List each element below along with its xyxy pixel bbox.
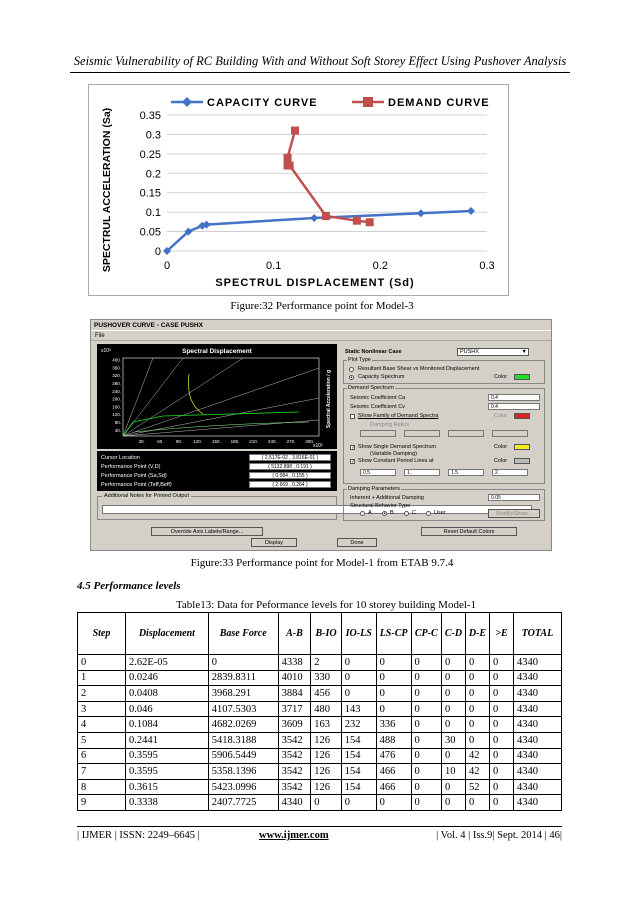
table-cell: 0 bbox=[376, 655, 411, 671]
override-axis-button[interactable]: Override Axis Labels/Range... bbox=[151, 527, 263, 536]
etabs-y-tick: 240. bbox=[112, 388, 121, 394]
table-cell: 0.3595 bbox=[125, 764, 208, 780]
demand-point bbox=[291, 127, 299, 135]
column-header: LS-CP bbox=[376, 613, 411, 655]
column-header: C-D bbox=[442, 613, 466, 655]
table-cell: 3884 bbox=[278, 686, 311, 702]
readout-label: Cursor Location bbox=[101, 455, 140, 461]
behavior-radio-user[interactable] bbox=[426, 511, 431, 516]
table-cell: 0 bbox=[411, 748, 442, 764]
readout-row bbox=[101, 454, 333, 462]
chart-xlabel: SPECTRUL DISPLACEMENT (Sd) bbox=[215, 277, 415, 289]
show-period-label: Show Constant Period Lines at bbox=[358, 458, 434, 464]
table-cell: 232 bbox=[341, 717, 376, 733]
table-cell: 466 bbox=[376, 779, 411, 795]
table-cell: 480 bbox=[311, 701, 342, 717]
notes-label: Additional Notes for Printed Output bbox=[104, 493, 189, 499]
notes-group bbox=[97, 493, 337, 520]
inherent-label: Inherent + Additional Damping bbox=[350, 495, 424, 501]
column-header: >E bbox=[489, 613, 513, 655]
readout-value: ( 2.669 , 0.264 ) bbox=[249, 481, 331, 488]
variable-damping-label: (Variable Damping) bbox=[370, 451, 417, 457]
table-cell: 330 bbox=[311, 670, 342, 686]
single-color-swatch[interactable] bbox=[514, 444, 530, 450]
menu-bar bbox=[91, 331, 551, 341]
table-cell: 42 bbox=[466, 764, 490, 780]
capacity-curve-2 bbox=[135, 422, 309, 432]
etabs-x-tick: 180. bbox=[230, 439, 240, 444]
static-case-label: Static Nonlinear Case bbox=[345, 349, 402, 355]
table-cell: 0 bbox=[489, 701, 513, 717]
table-cell: 30 bbox=[442, 732, 466, 748]
table-row bbox=[78, 670, 562, 686]
x-tick-label: 0.2 bbox=[372, 260, 388, 272]
table-cell: 5 bbox=[78, 732, 126, 748]
behavior-radio-c[interactable] bbox=[404, 511, 409, 516]
demand-spectrum-group bbox=[343, 385, 545, 484]
period-color-swatch[interactable] bbox=[514, 458, 530, 464]
table-cell: 4107.5303 bbox=[208, 701, 278, 717]
reset-colors-button[interactable]: Reset Default Colors bbox=[421, 527, 517, 536]
table-cell: 0.3595 bbox=[125, 748, 208, 764]
behavior-radio-a[interactable] bbox=[360, 511, 365, 516]
table-cell: 3542 bbox=[278, 764, 311, 780]
table-cell: 163 bbox=[311, 717, 342, 733]
table-cell: 0 bbox=[78, 655, 126, 671]
y-tick-label: 0.25 bbox=[139, 148, 161, 161]
table-cell: 4340 bbox=[513, 795, 561, 811]
period-input-1[interactable]: 0.5 bbox=[360, 469, 396, 476]
performance-levels-table bbox=[77, 612, 562, 811]
damping-params-group bbox=[343, 486, 545, 521]
table-cell: 4 bbox=[78, 717, 126, 733]
table-cell: 126 bbox=[311, 748, 342, 764]
y-tick-label: 0.35 bbox=[139, 110, 161, 122]
single-demand-curve bbox=[189, 374, 203, 414]
coef-cv-label: Seismic Coefficient Cv bbox=[350, 404, 405, 410]
display-button[interactable]: Display bbox=[251, 538, 297, 547]
table-cell: 0 bbox=[489, 795, 513, 811]
column-header: TOTAL bbox=[513, 613, 561, 655]
table-cell: 0.1084 bbox=[125, 717, 208, 733]
table-cell: 0.2441 bbox=[125, 732, 208, 748]
running-header: Seismic Vulnerability of RC Building With and Without Soft Storey Effect Using Pushover Analysis bbox=[73, 54, 567, 68]
inherent-input[interactable]: 0.05 bbox=[488, 494, 540, 501]
table-cell: 7 bbox=[78, 764, 126, 780]
period-input-3[interactable]: 1.5 bbox=[448, 469, 484, 476]
table-cell: 0.0408 bbox=[125, 686, 208, 702]
table-cell: 154 bbox=[341, 748, 376, 764]
table-cell: 2407.7725 bbox=[208, 795, 278, 811]
table-cell: 0 bbox=[376, 686, 411, 702]
table-cell: 0.3615 bbox=[125, 779, 208, 795]
menu-file[interactable]: File bbox=[95, 333, 105, 339]
x-tick-label: 0.1 bbox=[266, 260, 282, 272]
single-color-label: Color bbox=[494, 444, 508, 450]
table-cell: 0 bbox=[442, 655, 466, 671]
table-cell: 0 bbox=[411, 670, 442, 686]
y-tick-label: 0.05 bbox=[139, 226, 161, 239]
table-cell: 3609 bbox=[278, 717, 311, 733]
capacity-demand-chart bbox=[88, 84, 509, 296]
y-tick-label: 0.1 bbox=[145, 207, 161, 220]
table-cell: 0 bbox=[489, 748, 513, 764]
capacity-color-swatch[interactable] bbox=[514, 374, 530, 380]
period-line bbox=[123, 358, 183, 436]
table-cell: 9 bbox=[78, 795, 126, 811]
table-cell: 4010 bbox=[278, 670, 311, 686]
table-cell: 0 bbox=[466, 795, 490, 811]
legend-demand-marker bbox=[363, 97, 373, 107]
table-cell: 476 bbox=[376, 748, 411, 764]
table-cell: 126 bbox=[311, 779, 342, 795]
etabs-x-tick: 300. bbox=[305, 439, 315, 444]
table-cell: 52 bbox=[466, 779, 490, 795]
table-cell: 0 bbox=[411, 701, 442, 717]
readout-label: Performance Point (Teff,Beff) bbox=[101, 482, 172, 488]
table-row bbox=[78, 655, 562, 671]
table-cell: 0 bbox=[341, 686, 376, 702]
table-row bbox=[78, 717, 562, 733]
chart-svg bbox=[89, 85, 510, 297]
table-cell: 8 bbox=[78, 779, 126, 795]
table-cell: 4340 bbox=[513, 748, 561, 764]
table-cell: 0.046 bbox=[125, 701, 208, 717]
table-cell: 0 bbox=[489, 655, 513, 671]
table13-caption: Table13: Data for Peformance levels for 10 storey building Model-1 bbox=[175, 599, 477, 611]
table-cell: 0 bbox=[442, 779, 466, 795]
coef-ca-label: Seismic Coefficient Ca bbox=[350, 395, 406, 401]
y-tick-label: 0.2 bbox=[145, 168, 161, 181]
structural-behavior-label: Structural Behavior Type bbox=[350, 503, 411, 509]
column-header: CP-C bbox=[411, 613, 442, 655]
table-cell: 488 bbox=[376, 732, 411, 748]
period-input-2[interactable]: 1. bbox=[404, 469, 440, 476]
table-cell: 0 bbox=[466, 701, 490, 717]
table-cell: 0 bbox=[466, 732, 490, 748]
table-cell: 0 bbox=[411, 732, 442, 748]
table-row bbox=[78, 732, 562, 748]
readout-value: ( 5132.898 , 0.191 ) bbox=[249, 463, 331, 470]
family-color-label: Color bbox=[494, 413, 508, 419]
etabs-y-tick: 200. bbox=[112, 396, 121, 402]
table-cell: 5423.0996 bbox=[208, 779, 278, 795]
damping-ratio-4[interactable] bbox=[492, 430, 528, 437]
behavior-label-a: A bbox=[368, 510, 372, 516]
table-row bbox=[78, 764, 562, 780]
plot-frame bbox=[123, 358, 319, 436]
damping-ratio-2[interactable] bbox=[404, 430, 440, 437]
etabs-y-tick: 360. bbox=[112, 365, 121, 371]
plot-x-multiplier: x10³ bbox=[313, 443, 323, 449]
table-cell: 0 bbox=[466, 686, 490, 702]
etabs-x-tick: 30. bbox=[138, 439, 145, 444]
table-cell: 4338 bbox=[278, 655, 311, 671]
legend-demand-label: DEMAND CURVE bbox=[388, 97, 490, 109]
table-cell: 2.62E-05 bbox=[125, 655, 208, 671]
table-cell: 0 bbox=[442, 795, 466, 811]
readouts-panel bbox=[97, 451, 337, 491]
chevron-down-icon: ▼ bbox=[521, 349, 527, 355]
table-cell: 0 bbox=[411, 686, 442, 702]
period-input-4[interactable]: 2. bbox=[492, 469, 528, 476]
table-cell: 336 bbox=[376, 717, 411, 733]
table-cell: 456 bbox=[311, 686, 342, 702]
damping-ratio-1[interactable] bbox=[360, 430, 396, 437]
table-cell: 0 bbox=[466, 670, 490, 686]
table-cell: 126 bbox=[311, 764, 342, 780]
family-color-swatch[interactable] bbox=[514, 413, 530, 419]
period-line bbox=[123, 358, 153, 436]
table-row bbox=[78, 748, 562, 764]
column-header: Step bbox=[78, 613, 126, 655]
etabs-x-tick: 90. bbox=[175, 439, 183, 444]
table-cell: 0 bbox=[376, 701, 411, 717]
show-single-checkbox[interactable]: ✓ bbox=[351, 445, 356, 451]
table-cell: 4340 bbox=[513, 701, 561, 717]
table-cell: 0 bbox=[442, 701, 466, 717]
table-cell: 0 bbox=[489, 717, 513, 733]
figure33-caption: Figure:33 Performance point for Model-1 from ETAB 9.7.4 bbox=[190, 557, 454, 569]
table-cell: 0 bbox=[489, 779, 513, 795]
plot-type-opt1: Resultant Base Shear vs Monitored Displacement bbox=[358, 366, 480, 372]
show-period-checkbox[interactable]: ✓ bbox=[351, 459, 356, 465]
etabs-y-tick: 160. bbox=[112, 404, 121, 410]
x-tick-label: 0.3 bbox=[479, 260, 495, 272]
behavior-radio-b[interactable]: • bbox=[383, 511, 386, 517]
table-cell: 2 bbox=[311, 655, 342, 671]
etabs-x-tick: 150. bbox=[211, 439, 221, 444]
table-cell: 5418.3188 bbox=[208, 732, 278, 748]
table-cell: 154 bbox=[341, 764, 376, 780]
column-header: Base Force bbox=[208, 613, 278, 655]
section-title: 4.5 Performance levels bbox=[77, 580, 181, 592]
radio-base-shear[interactable] bbox=[349, 367, 354, 372]
table-cell: 0 bbox=[442, 670, 466, 686]
table-row bbox=[78, 701, 562, 717]
modify-show-button[interactable]: Modify/Show... bbox=[488, 509, 540, 518]
etabs-y-tick: 280. bbox=[112, 380, 121, 386]
table-cell: 0 bbox=[376, 670, 411, 686]
readout-value: ( 2.517E-02 , 3.816E-01 ) bbox=[249, 454, 331, 461]
demand-point bbox=[284, 154, 292, 162]
coef-cv-input[interactable]: 0.4 bbox=[488, 403, 540, 410]
table-cell: 0.0246 bbox=[125, 670, 208, 686]
etabs-y-tick: 120. bbox=[112, 412, 121, 418]
chart-ylabel: SPECTRUL ACCELERATION (Sa) bbox=[101, 107, 113, 273]
y-tick-label: 0.3 bbox=[145, 129, 161, 142]
table-cell: 0 bbox=[376, 795, 411, 811]
table-cell: 2 bbox=[78, 686, 126, 702]
radio-capacity-spectrum[interactable]: • bbox=[350, 375, 353, 381]
etabs-x-tick: 120. bbox=[193, 439, 203, 444]
table-cell: 42 bbox=[466, 748, 490, 764]
capacity-point bbox=[310, 214, 318, 222]
readout-label: Performance Point (Sa,Sd) bbox=[101, 473, 167, 479]
table-cell: 0 bbox=[442, 748, 466, 764]
table-cell: 0 bbox=[442, 717, 466, 733]
table-cell: 0 bbox=[489, 764, 513, 780]
static-case-value: PUSHX bbox=[460, 349, 479, 355]
behavior-label-c: C bbox=[412, 510, 416, 516]
table-row bbox=[78, 686, 562, 702]
etabs-y-tick: 80. bbox=[114, 419, 121, 425]
show-single-label: Show Single Demand Spectrum bbox=[358, 444, 436, 450]
window-title: PUSHOVER CURVE - CASE PUSHX bbox=[91, 320, 551, 331]
footer-rule bbox=[77, 826, 562, 827]
demand-spectrum-label: Demand Spectrum bbox=[348, 385, 394, 391]
plot-y-multiplier: x10³ bbox=[101, 348, 111, 354]
table-cell: 0 bbox=[466, 717, 490, 733]
readout-value: ( 0.084 , 0.155 ) bbox=[249, 472, 331, 479]
damping-ratio-3[interactable] bbox=[448, 430, 484, 437]
table-cell: 3 bbox=[78, 701, 126, 717]
table-cell: 0 bbox=[208, 655, 278, 671]
capacity-point bbox=[417, 209, 425, 217]
legend-capacity-marker bbox=[182, 97, 192, 107]
etabs-y-tick: 400. bbox=[112, 357, 121, 363]
demand-point bbox=[322, 212, 330, 220]
show-family-checkbox[interactable] bbox=[350, 414, 355, 419]
plot-type-opt2: Capacity Spectrum bbox=[358, 374, 405, 380]
column-header: Displacement bbox=[125, 613, 208, 655]
readout-row bbox=[101, 472, 333, 480]
table-row bbox=[78, 779, 562, 795]
etabs-x-tick: 270. bbox=[286, 439, 296, 444]
table-cell: 0 bbox=[466, 655, 490, 671]
table-cell: 0 bbox=[341, 795, 376, 811]
column-header: IO-LS bbox=[341, 613, 376, 655]
column-header: A-B bbox=[278, 613, 311, 655]
table-cell: 0 bbox=[489, 686, 513, 702]
series-line-1 bbox=[288, 131, 370, 223]
capacity-color-label: Color bbox=[494, 374, 508, 380]
table-cell: 4340 bbox=[513, 779, 561, 795]
table-cell: 3542 bbox=[278, 732, 311, 748]
header-rule bbox=[70, 72, 570, 73]
damping-params-label: Damping Parameters bbox=[348, 486, 400, 492]
table-cell: 3542 bbox=[278, 748, 311, 764]
readout-row bbox=[101, 481, 333, 489]
column-header: B-IO bbox=[311, 613, 342, 655]
pushover-window bbox=[90, 319, 552, 551]
series-line-0 bbox=[167, 211, 471, 251]
readout-row bbox=[101, 463, 333, 471]
table-cell: 126 bbox=[311, 732, 342, 748]
show-family-label: Show Family of Demand Spectra bbox=[358, 413, 439, 419]
options-panel bbox=[341, 344, 547, 524]
table-cell: 0 bbox=[442, 686, 466, 702]
etabs-y-tick: 320. bbox=[112, 373, 121, 379]
table-cell: 2839.8311 bbox=[208, 670, 278, 686]
table-cell: 0 bbox=[411, 795, 442, 811]
table-cell: 1 bbox=[78, 670, 126, 686]
table-row bbox=[78, 795, 562, 811]
spectral-plot-svg bbox=[97, 344, 337, 449]
done-button[interactable]: Done bbox=[337, 538, 377, 547]
table-cell: 4340 bbox=[513, 670, 561, 686]
table-cell: 3968.291 bbox=[208, 686, 278, 702]
table-cell: 5358.1396 bbox=[208, 764, 278, 780]
table-cell: 154 bbox=[341, 779, 376, 795]
behavior-label-user: User bbox=[434, 510, 446, 516]
y-tick-label: 0 bbox=[154, 246, 161, 258]
period-color-label: Color bbox=[494, 458, 508, 464]
damping-ratios-label: Damping Ratios bbox=[370, 422, 410, 428]
y-tick-label: 0.15 bbox=[139, 187, 161, 200]
demand-point bbox=[353, 217, 361, 225]
table-cell: 143 bbox=[341, 701, 376, 717]
footer-volume: | Vol. 4 | Iss.9| Sept. 2014 | 46| bbox=[436, 830, 562, 841]
table-cell: 0.3338 bbox=[125, 795, 208, 811]
table-cell: 0 bbox=[341, 655, 376, 671]
table-cell: 4340 bbox=[513, 686, 561, 702]
table-cell: 0 bbox=[311, 795, 342, 811]
table-cell: 0 bbox=[411, 764, 442, 780]
etabs-x-tick: 60. bbox=[157, 439, 164, 444]
footer-website-link[interactable]: www.ijmer.com bbox=[259, 830, 329, 841]
table-header-row bbox=[78, 613, 562, 655]
etabs-y-tick: 40. bbox=[114, 427, 121, 433]
period-line bbox=[123, 368, 319, 436]
table-cell: 0 bbox=[411, 779, 442, 795]
figure32-caption: Figure:32 Performance point for Model-3 bbox=[230, 300, 414, 312]
table-cell: 4340 bbox=[513, 717, 561, 733]
demand-point bbox=[286, 162, 294, 170]
table-cell: 4340 bbox=[513, 655, 561, 671]
table-cell: 0 bbox=[411, 655, 442, 671]
table-cell: 466 bbox=[376, 764, 411, 780]
table-cell: 4340 bbox=[513, 764, 561, 780]
column-header: D-E bbox=[466, 613, 490, 655]
table-cell: 4682.0269 bbox=[208, 717, 278, 733]
table-cell: 3542 bbox=[278, 779, 311, 795]
table-cell: 3717 bbox=[278, 701, 311, 717]
readout-label: Performance Point (V,D) bbox=[101, 464, 161, 470]
behavior-label-b: B bbox=[390, 510, 394, 516]
etabs-x-tick: 210. bbox=[249, 439, 259, 444]
etabs-x-tick: 240. bbox=[267, 439, 277, 444]
table-cell: 0 bbox=[411, 717, 442, 733]
table-cell: 0 bbox=[489, 732, 513, 748]
coef-ca-input[interactable]: 0.4 bbox=[488, 394, 540, 401]
table-cell: 154 bbox=[341, 732, 376, 748]
table-cell: 4340 bbox=[278, 795, 311, 811]
table-cell: 10 bbox=[442, 764, 466, 780]
table-cell: 0 bbox=[341, 670, 376, 686]
capacity-point bbox=[467, 207, 475, 215]
demand-point bbox=[366, 218, 374, 226]
spectral-plot[interactable] bbox=[97, 344, 337, 449]
plot-type-label: Plot Type bbox=[348, 357, 371, 363]
static-case-select[interactable] bbox=[457, 348, 529, 356]
table-cell: 4340 bbox=[513, 732, 561, 748]
plot-type-group bbox=[343, 357, 545, 384]
x-tick-label: 0 bbox=[163, 260, 171, 272]
plot-y-label: Spectral Acceleration / g bbox=[326, 369, 332, 429]
plot-title: Spectral Displacement bbox=[182, 348, 252, 355]
table-cell: 5906.5449 bbox=[208, 748, 278, 764]
legend-capacity-label: CAPACITY CURVE bbox=[207, 97, 318, 109]
table-cell: 0 bbox=[489, 670, 513, 686]
table-cell: 6 bbox=[78, 748, 126, 764]
footer-journal: | IJMER | ISSN: 2249–6645 | bbox=[77, 830, 200, 841]
